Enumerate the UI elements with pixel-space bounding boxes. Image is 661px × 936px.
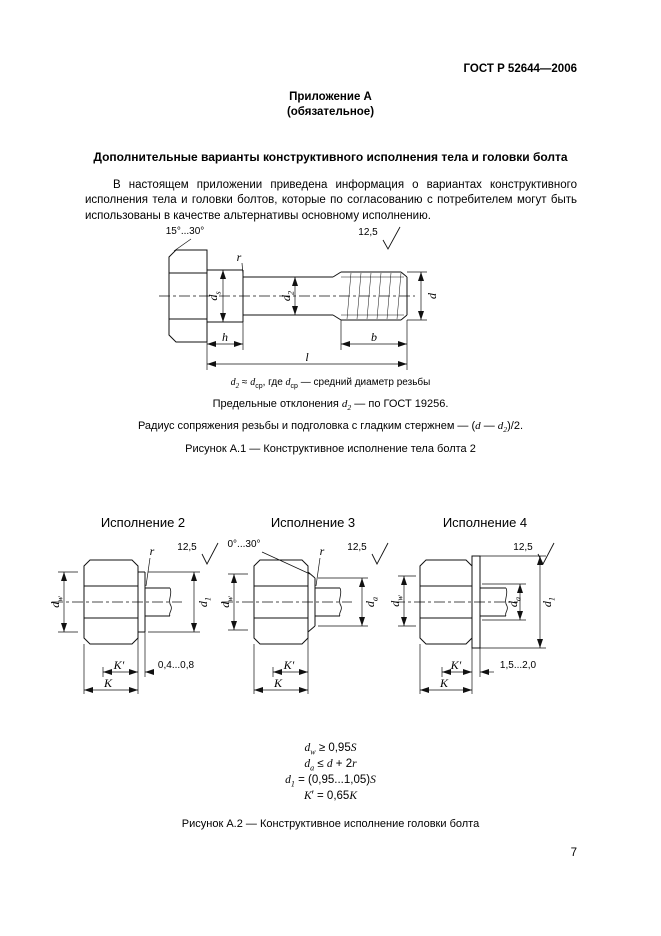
wrench-height-label: K′ <box>450 658 462 672</box>
appendix-heading <box>0 90 661 120</box>
appendix-subtitle: (обязательное) <box>286 106 375 118</box>
formula-k: K′ = 0,65K <box>304 790 357 802</box>
execution-2-column <box>48 515 238 722</box>
execution-2-drawing <box>48 540 238 722</box>
figure-a1-note-1: $d_2 \approx d_{ср}$, где $d_{ср}$ — средний диаметр резьбы <box>230 377 431 390</box>
bearing-diameter-label: $d_w$ <box>218 596 235 608</box>
appendix-title: Приложение А <box>289 91 372 103</box>
washer-diameter-label: $d_1$ <box>540 596 557 608</box>
bearing-diameter-label: $d_w$ <box>48 596 65 608</box>
figure-a1-caption: Рисунок А.1 — Конструктивное исполнение тела болта 2 <box>185 443 476 455</box>
execution-4-title: Исполнение 4 <box>442 515 528 530</box>
execution-3-drawing <box>218 540 408 722</box>
bolt-length-label: l <box>305 350 309 364</box>
head-formulas <box>0 740 661 804</box>
execution-2-title: Исполнение 2 <box>100 515 186 530</box>
washer-face-diameter-label: $d_1$ <box>196 596 213 608</box>
section-title: Дополнительные варианты конструктивного исполнения тела и головки болта <box>93 150 568 164</box>
reduced-diameter-label: $d_2$ <box>279 290 296 302</box>
figure-a1-note-3: Радиус сопряжения резьбы и подголовка с гладким стержнем — (d — $d_2)/2$. <box>137 420 524 435</box>
bolt-head-drawing-2 <box>48 540 238 722</box>
execution-3-title: Исполнение 3 <box>270 515 356 530</box>
head-height-label: K <box>273 676 283 690</box>
page-number: 7 <box>570 847 577 859</box>
thread-diameter-label: d <box>425 293 439 299</box>
shank-diameter-label: $d_s$ <box>206 291 223 301</box>
thread-length-label: b <box>371 330 377 344</box>
transition-diameter-label: $d_a$ <box>363 596 380 608</box>
execution-4-column <box>390 515 580 722</box>
fillet-radius-label: r <box>236 250 242 264</box>
figure-a1-note-2: Предельные отклонения $d_2$ — по ГОСТ 19256. <box>212 398 449 413</box>
wrench-height-label: K′ <box>113 658 125 672</box>
fillet-radius-label: r <box>149 544 155 558</box>
roughness-label: 12,5 <box>347 542 367 553</box>
intro-paragraph: В настоящем приложении приведена информация о вариантах конструктивного исполнения тела и головки болтов, которые по согласованию с потребителем могут быть использованы в качестве альтернативы основному исполнению. <box>85 179 577 222</box>
head-height-label: K <box>439 676 449 690</box>
head-height-label: K <box>103 676 113 690</box>
shoulder-length-label: h <box>222 330 228 344</box>
figure-a2-caption: Рисунок А.2 — Конструктивное исполнение головки болта <box>181 818 480 830</box>
execution-3-column <box>218 515 408 722</box>
washer-face-height-label: 0,4...0,8 <box>157 660 195 671</box>
bearing-diameter-label: $d_w$ <box>388 595 405 607</box>
bolt-head-drawing-4 <box>390 540 580 722</box>
wrench-height-label: K′ <box>283 658 295 672</box>
formula-da: $d_a \le d + 2r$ <box>304 758 357 773</box>
roughness-label: 12,5 <box>358 227 378 238</box>
bolt-head-drawing-3 <box>218 540 408 722</box>
formula-dw: $d_w \ge 0,95S$ <box>304 742 357 757</box>
formula-d1: $d_1 = (0,95...1,05)S$ <box>285 774 376 789</box>
document-number: ГОСТ Р 52644—2006 <box>463 63 577 75</box>
roughness-label: 12,5 <box>513 542 533 553</box>
angle-dimension-label: 0°...30° <box>227 539 261 550</box>
figure-a1 <box>155 224 455 376</box>
roughness-label: 12,5 <box>177 542 197 553</box>
transition-diameter-label: $d_a$ <box>506 596 523 608</box>
fillet-radius-label: r <box>319 544 325 558</box>
washer-thickness-label: 1,5...2,0 <box>499 660 537 671</box>
execution-4-drawing <box>390 540 580 722</box>
angle-dimension-label: 15°...30° <box>165 226 205 237</box>
